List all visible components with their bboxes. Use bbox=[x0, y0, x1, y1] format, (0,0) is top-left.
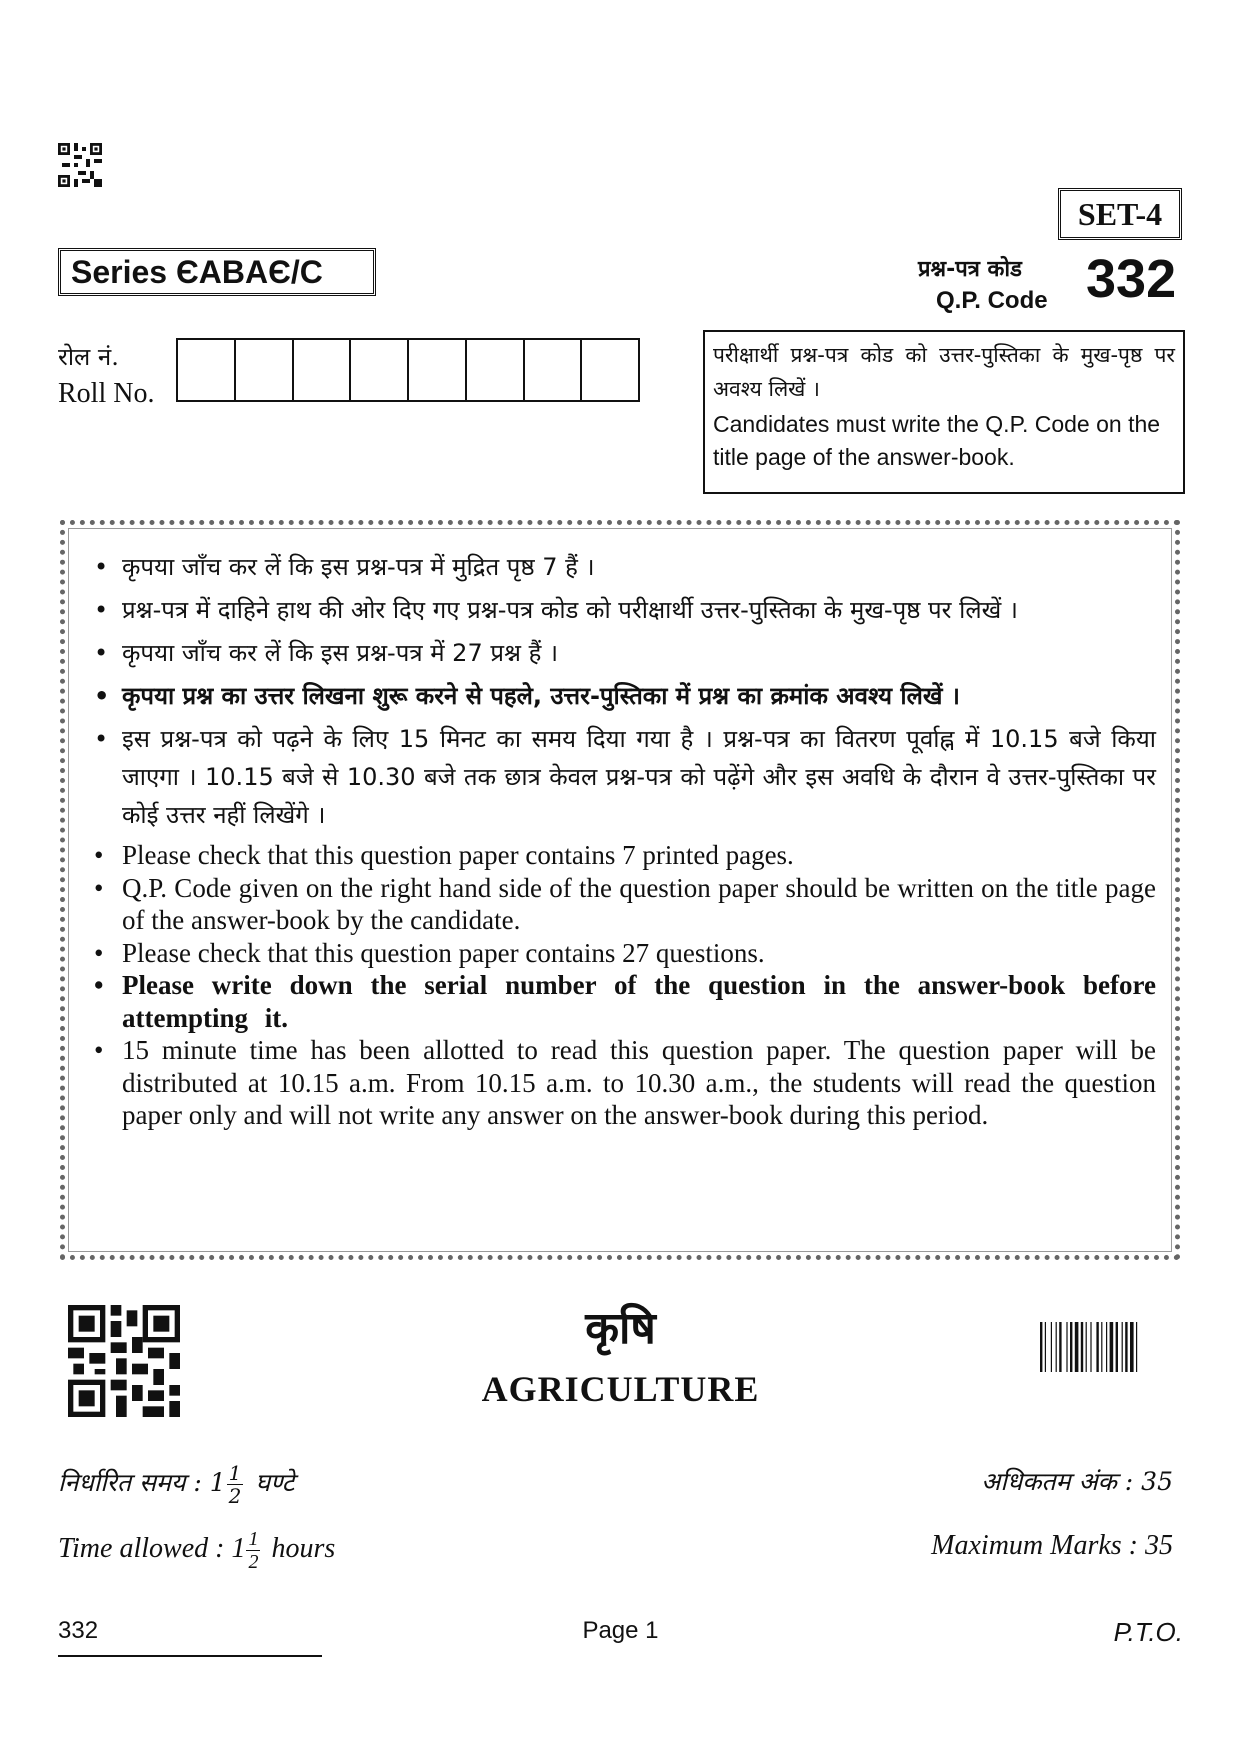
roll-digit-box[interactable] bbox=[409, 340, 467, 400]
roll-digit-box[interactable] bbox=[467, 340, 525, 400]
barcode-bar bbox=[1045, 1322, 1046, 1372]
roll-digit-box[interactable] bbox=[294, 340, 352, 400]
time-allowed-unit: hours bbox=[271, 1532, 336, 1564]
instructions-list bbox=[88, 548, 1156, 1132]
roll-number-label: Roll No. bbox=[58, 378, 155, 409]
barcode-bar bbox=[1040, 1322, 1042, 1372]
barcode-bar bbox=[1056, 1322, 1057, 1372]
page-number: Page 1 bbox=[582, 1617, 659, 1644]
please-turn-over: P.T.O. bbox=[1113, 1617, 1183, 1647]
subject-title-hindi: कृषि bbox=[585, 1303, 656, 1354]
fraction-numerator: 1 bbox=[228, 1461, 242, 1485]
time-allowed-label: Time allowed : 1 bbox=[58, 1532, 246, 1564]
instruction-hindi-5: • इस प्रश्न-पत्र को पढ़ने के लिए 15 मिनट का समय दिया गया है । प्रश्न-पत्र का वितरण पूर्वाह्न में 10.15 बजे किया जाएगा । 10.15 बजे से 10.30 बजे तक छात्र केवल प्रश्न-पत्र को पढ़ेंगे और इस अवधि के दौरान वे उत्तर-पुस्तिका पर कोई उत्तर नहीं लिखेंगे । bbox=[88, 720, 1156, 834]
fraction-denominator: 2 bbox=[228, 1484, 242, 1508]
barcode-bar bbox=[1130, 1322, 1134, 1372]
barcode-bar bbox=[1090, 1322, 1091, 1372]
time-allowed-hindi bbox=[58, 1462, 294, 1507]
instruction-english-5: • 15 minute time has been allotted to read this question paper. The question paper will be distributed at 10.15 a.m. From 10.15 a.m. to 10.30 a.m., the students will read the question paper only and will not write any answer on the answer-book during this period. bbox=[88, 1034, 1156, 1132]
maximum-marks-hindi: अधिकतम अंक : 35 bbox=[981, 1467, 1173, 1496]
time-allowed bbox=[58, 1528, 335, 1573]
roll-digit-box[interactable] bbox=[236, 340, 294, 400]
footer-underline bbox=[58, 1655, 322, 1657]
time-fraction bbox=[246, 1528, 260, 1573]
time-allowed-hindi-unit: घण्टे bbox=[255, 1468, 295, 1497]
subject-title: AGRICULTURE bbox=[481, 1369, 760, 1409]
qp-code-label: Q.P. Code bbox=[936, 287, 1048, 314]
qp-code-label-hindi: प्रश्न-पत्र कोड bbox=[918, 257, 1022, 282]
barcode-bar bbox=[1106, 1322, 1107, 1372]
barcode-bar bbox=[1066, 1322, 1067, 1372]
barcode-bar bbox=[1051, 1322, 1052, 1372]
barcode-bar bbox=[1122, 1322, 1123, 1372]
barcode-bar bbox=[1059, 1322, 1061, 1372]
barcode-bar bbox=[1136, 1322, 1137, 1372]
instruction-english-4: • Please write down the serial number of the question in the answer-book before attempting it. bbox=[88, 969, 1156, 1034]
set-number-badge: SET-4 bbox=[1058, 188, 1182, 240]
instruction-hindi-4: • कृपया प्रश्न का उत्तर लिखना शुरू करने से पहले, उत्तर-पुस्तिका में प्रश्न का क्रमांक अवश्य लिखें । bbox=[88, 677, 1156, 715]
qp-code-number: 332 bbox=[1086, 249, 1177, 309]
roll-digit-box[interactable] bbox=[351, 340, 409, 400]
barcode-bar bbox=[1125, 1322, 1127, 1372]
instruction-hindi-3: • कृपया जाँच कर लें कि इस प्रश्न-पत्र में 27 प्रश्न हैं । bbox=[88, 634, 1156, 672]
instruction-hindi-2: • प्रश्न-पत्र में दाहिने हाथ की ओर दिए गए प्रश्न-पत्र कोड को परीक्षार्थी उत्तर-पुस्तिका के मुख-पृष्ठ पर लिखें । bbox=[88, 591, 1156, 629]
notice-english: Candidates must write the Q.P. Code on the title page of the answer-book. bbox=[713, 411, 1161, 470]
qp-code-notice bbox=[703, 330, 1185, 494]
roll-digit-box[interactable] bbox=[582, 340, 638, 400]
barcode-bar bbox=[1075, 1322, 1079, 1372]
fraction-numerator: 1 bbox=[248, 1528, 259, 1550]
barcode-bar bbox=[1116, 1322, 1118, 1372]
roll-number-label-hindi: रोल नं. bbox=[58, 343, 119, 371]
barcode-bar bbox=[1070, 1322, 1072, 1372]
footer-code: 332 bbox=[58, 1617, 99, 1644]
series-label: Series ЄABAЄ/C bbox=[58, 248, 376, 296]
instruction-english-2: • Q.P. Code given on the right hand side of the question paper should be written on the title page of the answer-book by the candidate. bbox=[88, 872, 1156, 937]
maximum-marks: Maximum Marks : 35 bbox=[931, 1530, 1173, 1561]
instruction-english-1: • Please check that this question paper contains 7 printed pages. bbox=[88, 839, 1156, 872]
barcode-bar bbox=[1110, 1322, 1114, 1372]
barcode-bar bbox=[1096, 1322, 1098, 1372]
notice-hindi: परीक्षार्थी प्रश्न-पत्र कोड को उत्तर-पुस्तिका के मुख-पृष्ठ पर अवश्य लिखें । bbox=[713, 343, 1175, 401]
roll-digit-box[interactable] bbox=[525, 340, 583, 400]
barcode-bar bbox=[1086, 1322, 1087, 1372]
barcode-bar bbox=[1081, 1322, 1083, 1372]
instruction-english-3: • Please check that this question paper contains 27 questions. bbox=[88, 937, 1156, 970]
barcode-bar bbox=[1101, 1322, 1102, 1372]
barcode-icon bbox=[1040, 1322, 1180, 1372]
roll-digit-box[interactable] bbox=[178, 340, 236, 400]
instruction-hindi-1: • कृपया जाँच कर लें कि इस प्रश्न-पत्र में मुद्रित पृष्ठ 7 हैं । bbox=[88, 548, 1156, 586]
fraction-denominator: 2 bbox=[248, 1551, 259, 1573]
qr-code-small-icon bbox=[58, 143, 102, 187]
roll-number-boxes[interactable] bbox=[176, 338, 640, 402]
time-allowed-hindi-label: निर्धारित समय : 1 bbox=[58, 1468, 226, 1497]
time-fraction bbox=[227, 1462, 244, 1507]
